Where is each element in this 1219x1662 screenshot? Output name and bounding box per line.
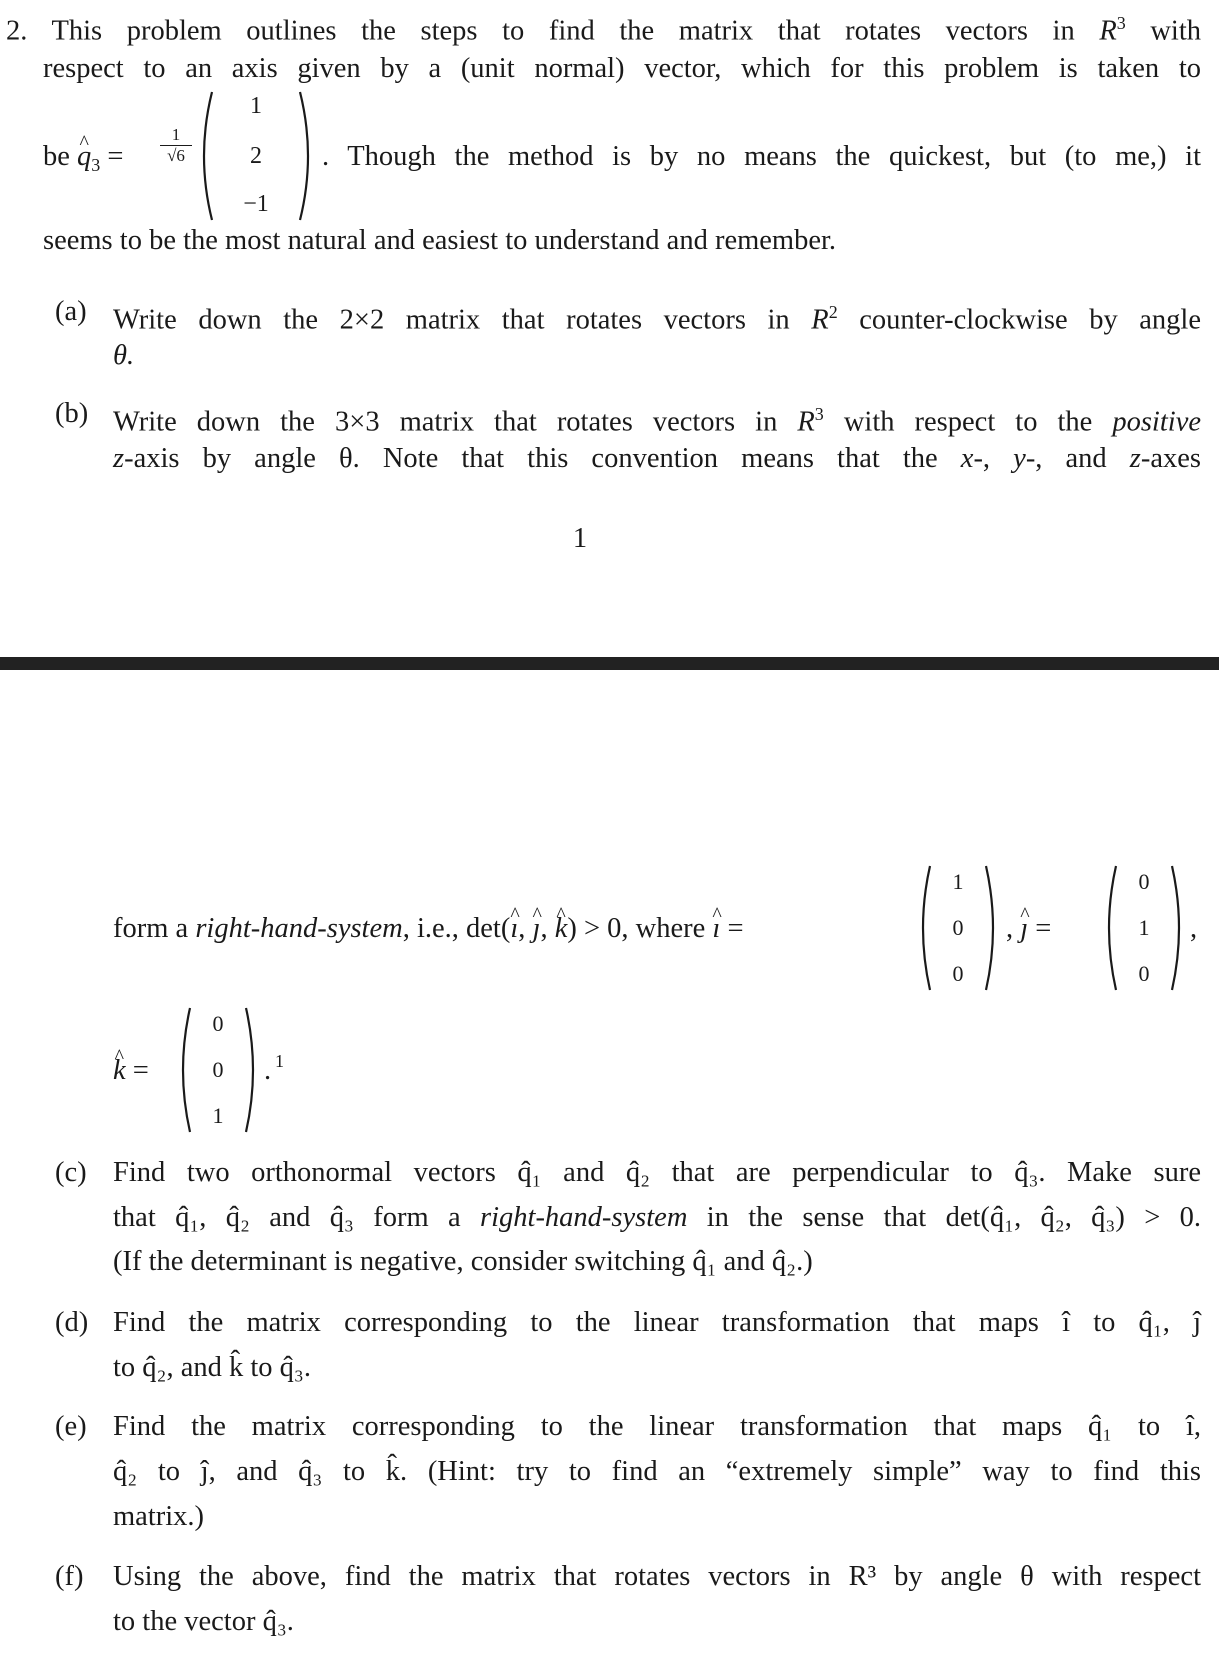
part-c-line-2	[113, 1201, 1201, 1235]
emphasis-right-hand-system: right-hand-system	[480, 1202, 688, 1233]
part-b-label: (b)	[55, 398, 89, 429]
matrix-entry: 0	[952, 915, 964, 940]
z-symbol: z	[1129, 443, 1141, 474]
emphasis-positive: positive	[1112, 406, 1201, 438]
part-text: form a	[113, 913, 196, 944]
part-c-line-1: Find two orthonormal vectors q̂₁ and q̂₂ that are perpendicular to q̂₃. Make sure	[113, 1157, 1201, 1188]
part-text: ) > 0, where	[567, 913, 713, 944]
part-c-label: (c)	[55, 1157, 87, 1188]
page-divider	[0, 657, 1219, 670]
part-text: -axis by angle θ. Note that this convention means that the	[124, 443, 961, 474]
part-text: counter-clockwise by angle	[837, 304, 1201, 336]
j-hat-vector-matrix	[1104, 862, 1184, 994]
matrix-entry: 0	[212, 1057, 224, 1082]
part-text: that q̂₁, q̂₂ and q̂₃ form a	[113, 1202, 481, 1233]
exponent: 3	[814, 404, 824, 424]
footnote-mark: 1	[275, 1051, 284, 1071]
part-d-line-2: to q̂₂, and k̂ to q̂₃.	[113, 1352, 311, 1383]
part-text: , i.e., det(	[402, 913, 511, 944]
problem-text: be	[43, 141, 78, 172]
matrix-entry: −1	[243, 191, 269, 217]
k-period: .	[264, 1055, 272, 1086]
equals-sign: =	[1028, 913, 1052, 944]
y-symbol: y	[1013, 443, 1026, 474]
part-f-label: (f)	[55, 1561, 84, 1592]
part-e-line-3: matrix.)	[113, 1501, 205, 1532]
part-e-line-1: Find the matrix corresponding to the linear transformation that maps q̂₁ to î,	[113, 1411, 1201, 1442]
j-hat-equals	[1006, 912, 1051, 946]
exponent: 2	[828, 302, 838, 322]
fraction-denominator: √6	[167, 146, 185, 165]
part-e-label: (e)	[55, 1411, 87, 1442]
part-f-line-2: to the vector q̂₃.	[113, 1606, 294, 1637]
part-a-label: (a)	[55, 296, 87, 327]
problem-text: with	[1125, 15, 1202, 47]
part-text: Write down the 3×3 matrix that rotates vectors in	[113, 406, 798, 438]
problem-line-3: . Though the method is by no means the quickest, but (to me,) it	[322, 141, 1201, 172]
matrix-entry: 1	[952, 869, 964, 894]
matrix-entry: 2	[250, 143, 262, 169]
k-hat-symbol: k ^	[113, 1054, 126, 1088]
matrix-entry: 0	[952, 961, 964, 986]
page-number: 1	[572, 523, 588, 554]
equals-sign: =	[107, 141, 124, 172]
part-text: ,	[540, 913, 555, 944]
R-symbol: R	[1099, 15, 1117, 47]
equals-sign: =	[720, 913, 744, 944]
q3-definition-label	[43, 140, 123, 176]
x-symbol: x	[960, 443, 974, 474]
matrix-entry: 1	[1138, 915, 1150, 940]
part-e-line-2: q̂₂ to ĵ, and q̂₃ to k̂. (Hint: try to find an “extremely simple” way to find this	[113, 1456, 1201, 1487]
matrix-entry: 0	[1138, 869, 1150, 894]
part-text: -,	[973, 443, 1014, 474]
part-text: ,	[518, 913, 533, 944]
part-a-line-2: θ.	[113, 340, 135, 371]
equals-sign: =	[132, 1055, 149, 1086]
problem-text: 2. This problem outlines the steps to find the matrix that rotates vectors in	[6, 15, 1100, 47]
part-a-line-1	[113, 295, 1201, 338]
j-hat-symbol: ȷ ^	[1020, 912, 1028, 946]
i-hat-symbol: ı ^	[712, 912, 720, 946]
trailing-comma: ,	[1190, 913, 1198, 944]
fraction-numerator: 1	[171, 125, 181, 144]
part-text: Write down the 2×2 matrix that rotates vectors in	[113, 304, 812, 336]
matrix-entry: 0	[1138, 961, 1150, 986]
R-symbol: R	[811, 304, 829, 336]
matrix-entry: 0	[212, 1011, 224, 1036]
part-f-line-1: Using the above, find the matrix that rotates vectors in R³ by angle θ with respect	[113, 1561, 1201, 1592]
part-d-line-1: Find the matrix corresponding to the linear transformation that maps î to q̂₁, ĵ	[113, 1307, 1201, 1338]
separator-comma: ,	[1006, 913, 1014, 944]
j-hat-symbol: ȷ ^	[533, 912, 541, 946]
R-symbol: R	[797, 406, 815, 438]
z-symbol: z	[113, 443, 125, 474]
i-hat-symbol: ı ^	[510, 912, 518, 946]
problem-line-2: respect to an axis given by a (unit normal) vector, which for this problem is taken to	[43, 53, 1201, 84]
i-hat-vector-matrix	[918, 862, 998, 994]
continuation-line-1	[113, 912, 744, 946]
k-hat-symbol: k ^	[555, 912, 568, 946]
matrix-entry: 1	[212, 1103, 224, 1128]
part-text: -axes	[1140, 443, 1201, 474]
part-c-line-3: (If the determinant is negative, consider switching q̂₁ and q̂₂.)	[113, 1246, 813, 1277]
exponent: 3	[1116, 13, 1126, 33]
k-hat-equals	[113, 1054, 149, 1088]
k-hat-vector-matrix	[178, 1004, 258, 1136]
q3-symbol: q ^	[77, 140, 91, 174]
q3-vector-matrix	[196, 88, 316, 224]
part-text: with respect to the	[823, 406, 1113, 438]
matrix-entry: 1	[250, 93, 262, 119]
part-text: -, and	[1025, 443, 1130, 474]
problem-line-1	[6, 6, 1201, 49]
part-b-line-1	[113, 397, 1201, 440]
subscript: 3	[91, 155, 101, 175]
part-b-line-2	[113, 442, 1201, 476]
fraction	[160, 126, 192, 165]
part-text: in the sense that det(q̂₁, q̂₂, q̂₃) > 0.	[687, 1202, 1201, 1233]
part-d-label: (d)	[55, 1307, 89, 1338]
problem-line-4: seems to be the most natural and easiest to understand and remember.	[43, 225, 837, 256]
emphasis-right-hand-system: right-hand-system	[195, 913, 403, 944]
